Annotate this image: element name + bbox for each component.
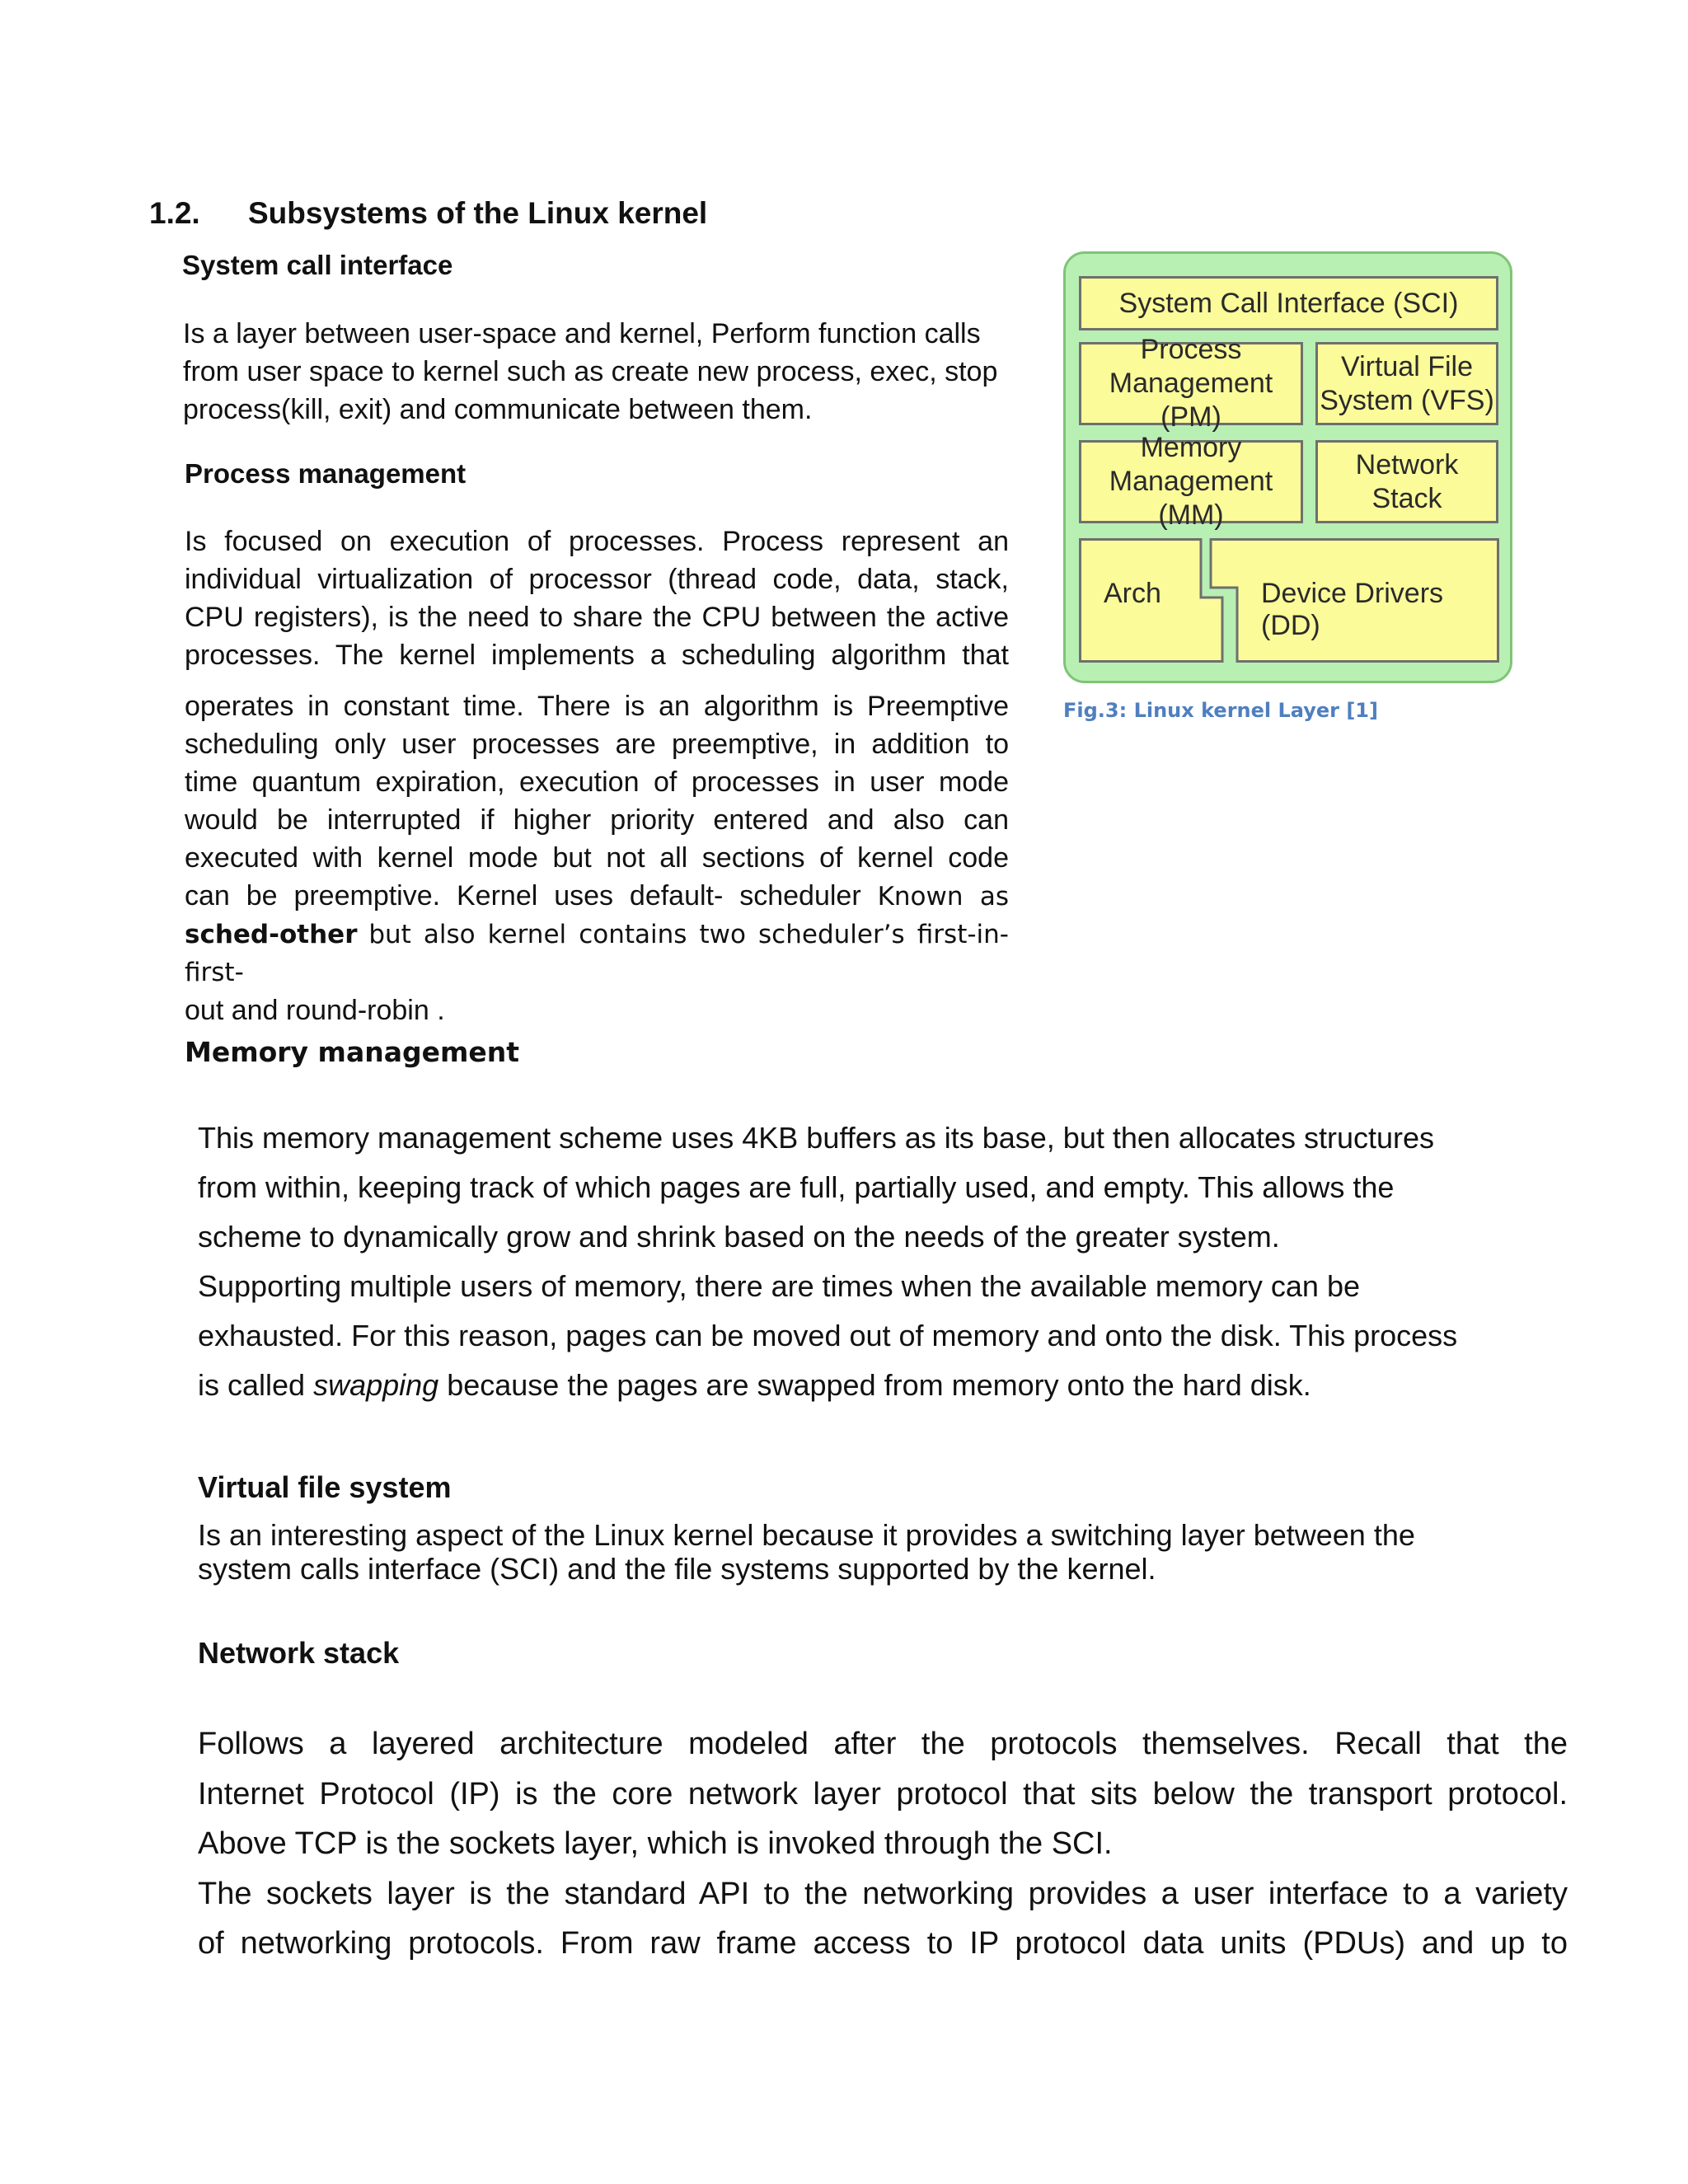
process-paragraph-a — [185, 523, 1009, 674]
paragraph-line: Above TCP is the sockets layer, which is invoked through the SCI. — [198, 1826, 1113, 1861]
paragraph-line: CPU registers), is the need to share the CPU between the active — [185, 602, 1009, 633]
pm-label-line: Management (PM) — [1109, 368, 1273, 433]
paragraph-line: operates in constant time. There is an algorithm is Preemptive — [185, 691, 1009, 722]
process-heading: Process management — [185, 458, 467, 489]
paragraph-line: Is an interesting aspect of the Linux kernel because it provides a switching layer between the — [198, 1518, 1415, 1552]
paragraph-line: Is focused on execution of processes. Process represent an — [185, 526, 1009, 557]
paragraph-line: would be interrupted if higher priority entered and also can — [185, 804, 1009, 836]
paragraph-line: Supporting multiple users of memory, there are times when the available memory can be — [198, 1269, 1360, 1303]
paragraph-line: Internet Protocol (IP) is the core network layer protocol that sits below the transport protocol. — [198, 1776, 1568, 1811]
paragraph-line: time quantum expiration, execution of processes in user mode — [185, 766, 1009, 798]
sched-other-term: sched-other — [185, 920, 358, 949]
network-stack-label: Network Stack — [1355, 448, 1459, 514]
system-call-paragraph — [183, 315, 1024, 429]
pm-label-line: Process — [1140, 334, 1242, 365]
sci-label: System Call Interface (SCI) — [1118, 287, 1459, 319]
paragraph-line: of networking protocols. From raw frame access to IP protocol data units (PDUs) and up to — [198, 1926, 1568, 1961]
paragraph-line: from user space to kernel such as create new process, exec, stop — [183, 356, 998, 387]
paragraph-line: This memory management scheme uses 4KB buffers as its base, but then allocates structures — [198, 1121, 1435, 1155]
memory-paragraph — [198, 1113, 1533, 1410]
line-text: because the pages are swapped from memory onto the hard disk. — [447, 1368, 1311, 1402]
vfs-heading: Virtual file system — [198, 1470, 452, 1504]
line-text-tail: Known as — [877, 882, 1009, 912]
vfs-box — [1315, 342, 1498, 425]
paragraph-line: from within, keeping track of which pages are full, partially used, and empty. This allows the — [198, 1170, 1395, 1204]
sci-box — [1079, 276, 1498, 330]
paragraph-line: Is a layer between user-space and kernel, Perform function calls — [183, 318, 981, 349]
process-paragraph-b — [185, 687, 1009, 1029]
vfs-paragraph — [198, 1518, 1533, 1586]
section-title: Subsystems of the Linux kernel — [248, 196, 708, 230]
vfs-label-line: Virtual File — [1341, 350, 1473, 382]
paragraph-line: individual virtualization of processor (thread code, data, stack, — [185, 564, 1009, 595]
figure-caption: Fig.3: Linux kernel Layer [1] — [1063, 699, 1378, 722]
paragraph-line: system calls interface (SCI) and the file systems supported by the kernel. — [198, 1552, 1156, 1586]
paragraph-line: exhausted. For this reason, pages can be moved out of memory and onto the disk. This process — [198, 1319, 1458, 1352]
pm-box — [1079, 334, 1303, 433]
paragraph-line: process(kill, exit) and communicate between them. — [183, 394, 813, 425]
system-call-heading: System call interface — [182, 250, 453, 280]
network-stack-box — [1315, 440, 1498, 523]
paragraph-line: scheme to dynamically grow and shrink based on the needs of the greater system. — [198, 1220, 1280, 1254]
paragraph-line — [198, 1361, 1533, 1410]
vfs-label-line: System (VFS) — [1320, 384, 1494, 416]
mm-label-line: Memory — [1140, 432, 1242, 463]
section-number: 1.2. — [149, 196, 200, 230]
paragraph-line — [185, 877, 1009, 916]
paragraph-line — [185, 916, 1009, 991]
network-paragraph — [198, 1719, 1568, 1969]
line-text: is called — [198, 1368, 306, 1402]
paragraph-line: out and round-robin . — [185, 995, 445, 1026]
line-text: can be preemptive. Kernel uses default- scheduler — [185, 880, 861, 912]
network-heading: Network stack — [198, 1636, 400, 1670]
line-text: but also kernel contains two scheduler’s first-in-first- — [185, 920, 1009, 987]
paragraph-line: scheduling only user processes are preemptive, in addition to — [185, 729, 1009, 760]
swapping-term: swapping — [313, 1368, 439, 1402]
paragraph-line: executed with kernel mode but not all sections of kernel code — [185, 842, 1009, 874]
mm-box — [1079, 432, 1303, 531]
device-drivers-label: Device Drivers (DD) — [1261, 578, 1444, 641]
arch-label: Arch — [1104, 578, 1161, 609]
memory-heading: Memory management — [185, 1036, 520, 1068]
mm-label-line: Management (MM) — [1109, 466, 1273, 531]
kernel-layer-diagram — [1063, 251, 1512, 683]
paragraph-line: Follows a layered architecture modeled after the protocols themselves. Recall that the — [198, 1727, 1568, 1761]
paragraph-line: processes. The kernel implements a scheduling algorithm that — [185, 640, 1009, 671]
paragraph-line: The sockets layer is the standard API to the networking provides a user interface to a variety — [198, 1876, 1568, 1911]
